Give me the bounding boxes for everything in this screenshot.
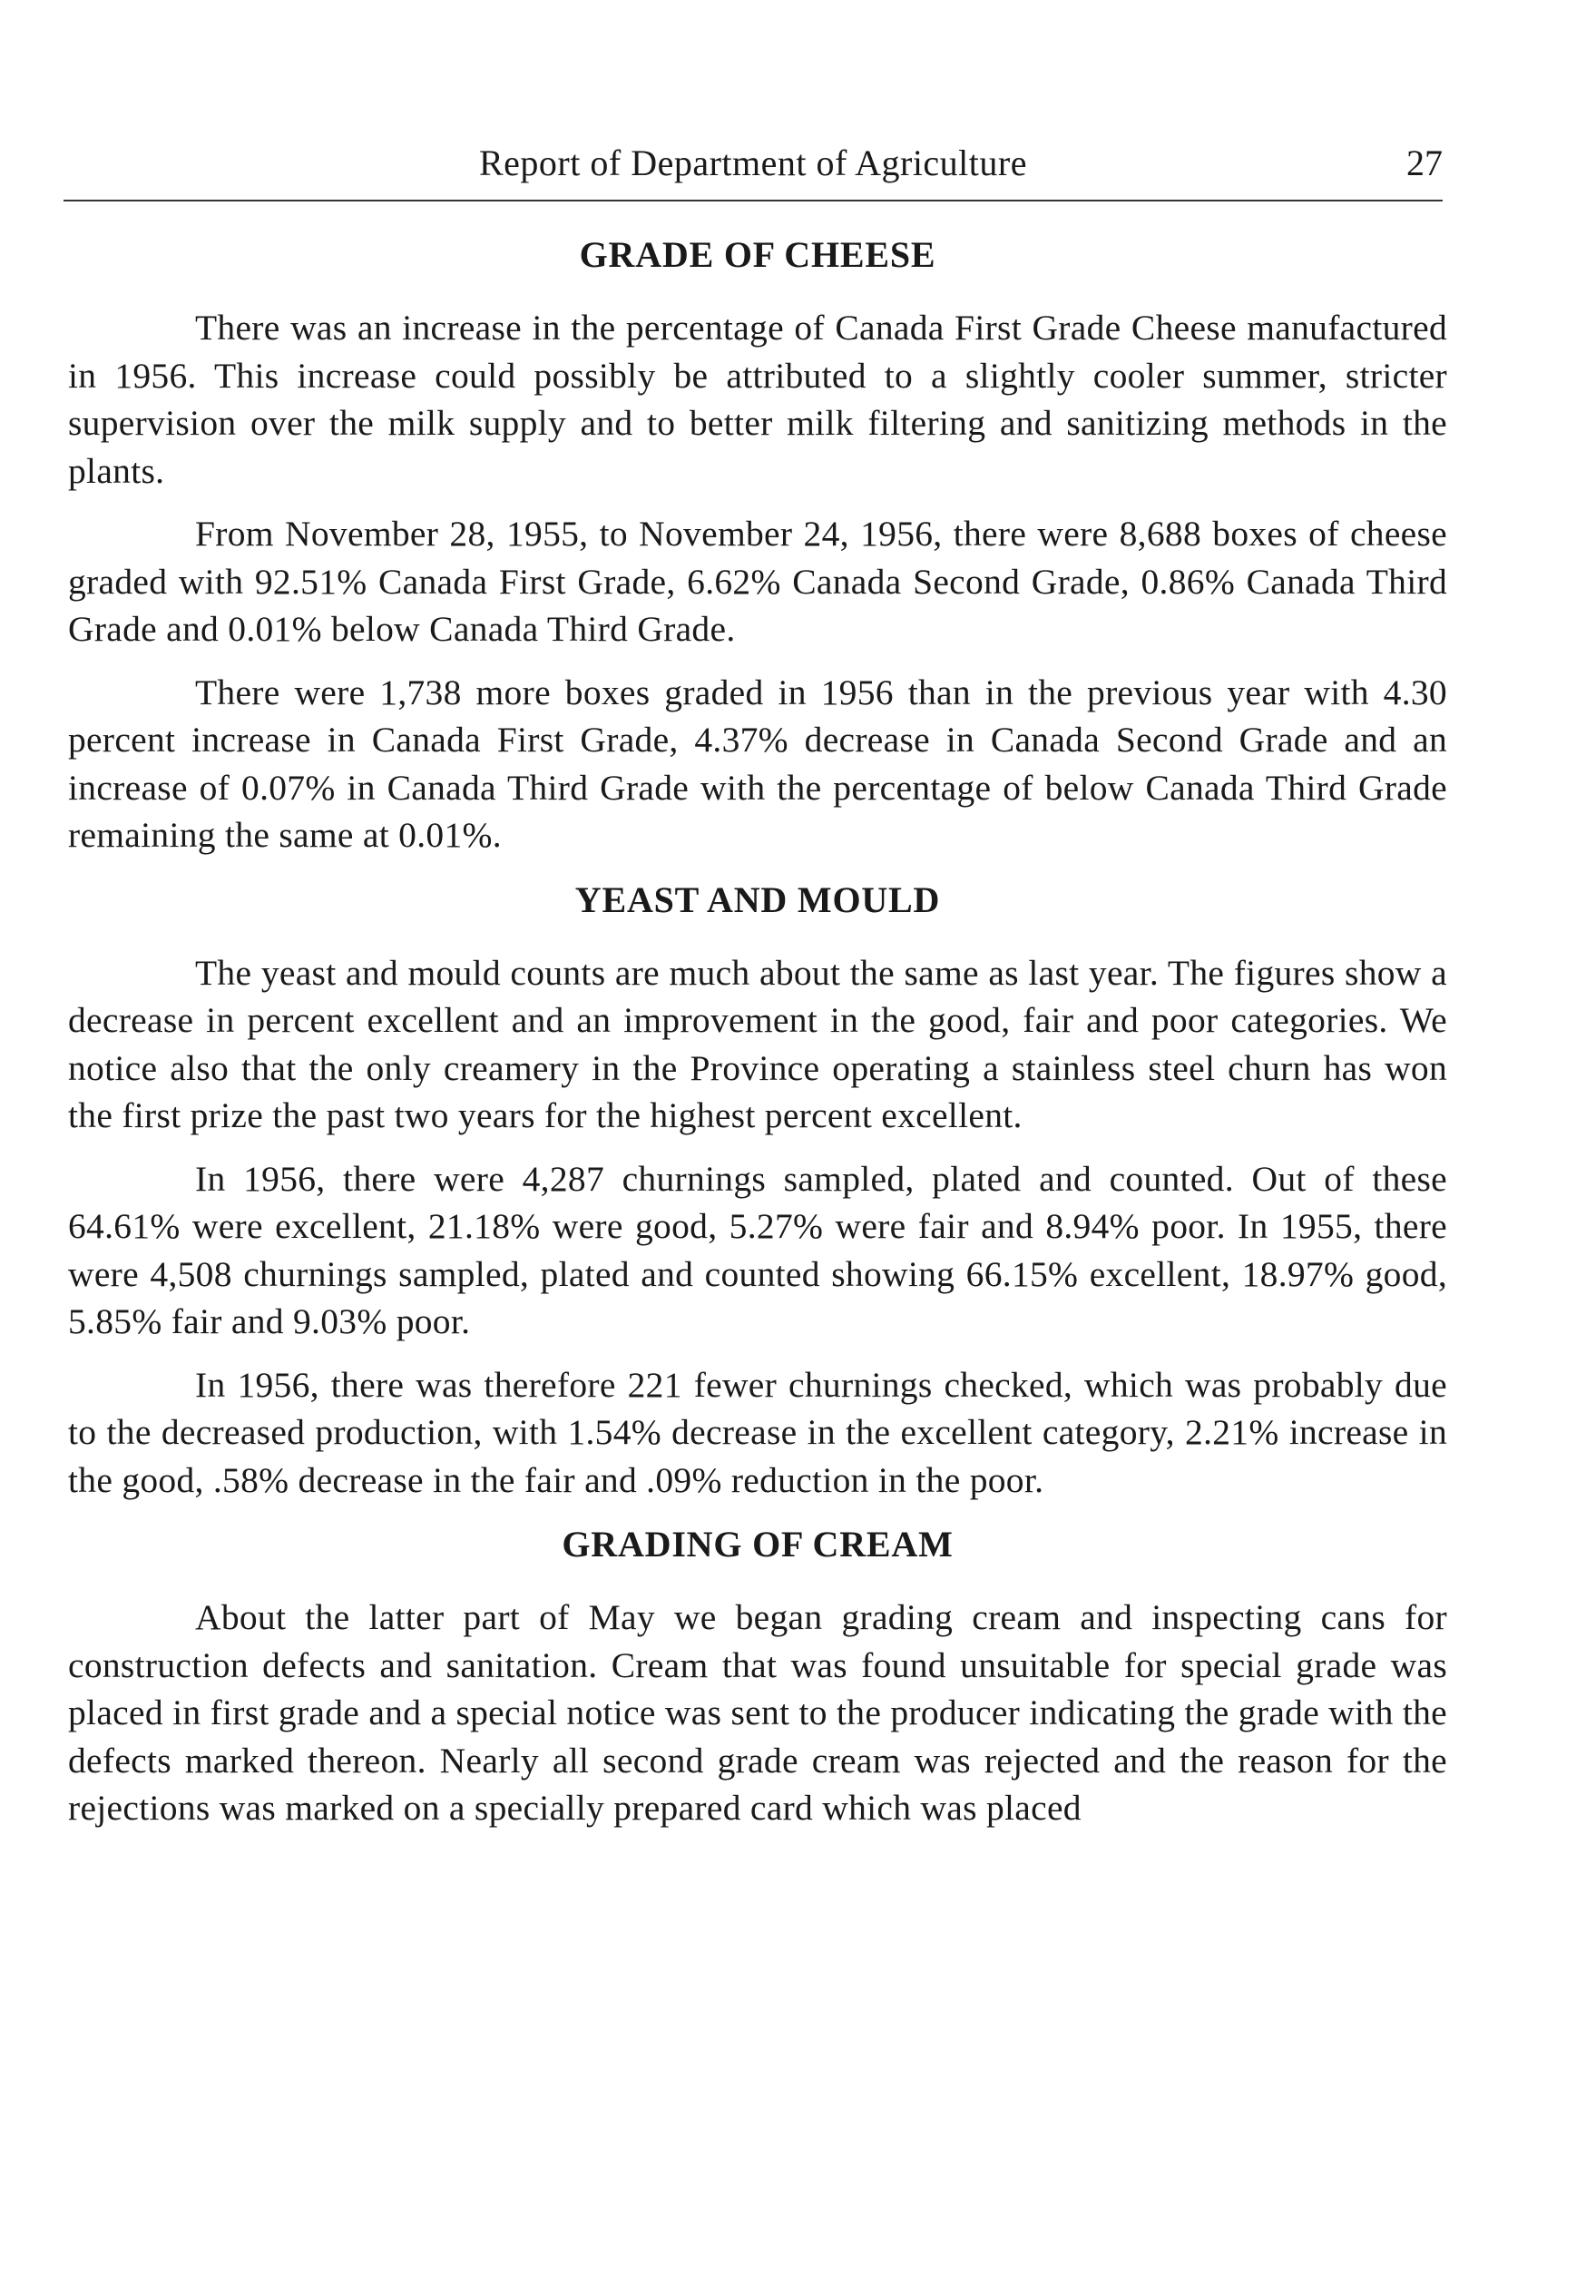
running-title: Report of Department of Agriculture — [479, 142, 1027, 183]
paragraph: There was an increase in the percentage of Canada First Grade Cheese manufactured in 1956. This increase could possibly be attributed to a slightly cooler summer, stricter supervision over the milk supply and to better milk filtering and sanitizing methods in the plants. — [68, 308, 1447, 491]
body-text — [68, 231, 1447, 1832]
paragraph: In 1956, there were 4,287 churnings sampled, plated and counted. Out of these 64.61% were excellent, 21.18% were good, 5.27% were fair and 8.94% poor. In 1955, there were 4,508 churnings sampled, plated and counted showing 66.15% excellent, 18.97% good, 5.85% fair and 9.03% poor. — [68, 1158, 1447, 1341]
section-heading-grade-of-cheese: GRADE OF CHEESE — [579, 234, 936, 275]
paragraph: In 1956, there was therefore 221 fewer churnings checked, which was probably due to the decreased production, with 1.54% decrease in the excellent category, 2.21% increase in the good, .58% decrease in the fair and .09% reduction in the poor. — [68, 1364, 1447, 1500]
paragraph: The yeast and mould counts are much about the same as last year. The figures show a decrease in percent excellent and an improvement in the good, fair and poor categories. We notice also that the only creamery in the Province operating a stainless steel churn has won the first prize the past two years for the highest percent excellent. — [68, 952, 1447, 1135]
paragraph: From November 28, 1955, to November 24, 1956, there were 8,688 boxes of cheese graded with 92.51% Canada First Grade, 6.62% Canada Second Grade, 0.86% Canada Third Grade and 0.01% below Canada Third Grade. — [68, 514, 1447, 649]
page-number: 27 — [1406, 142, 1443, 183]
section-heading-yeast-and-mould: YEAST AND MOULD — [574, 878, 941, 920]
paragraph: About the latter part of May we began grading cream and inspecting cans for construction defects and sanitation. Cream that was found unsuitable for special grade was placed in first grade and a special notice was sent to the producer indicating the grade with the defects marked thereon. Nearly all second grade cream was rejected and the reason for the rejections was marked on a specially prepared card which was placed — [68, 1597, 1447, 1828]
header-rule — [64, 200, 1443, 201]
paragraph: There were 1,738 more boxes graded in 1956 than in the previous year with 4.30 percent increase in Canada First Grade, 4.37% decrease in Canada Second Grade and an increase of 0.07% in Canada Third Grade with the percentage of below Canada Third Grade remaining the same at 0.01%. — [68, 672, 1447, 855]
running-header — [64, 136, 1443, 191]
section-heading-grading-of-cream: GRADING OF CREAM — [562, 1524, 954, 1565]
